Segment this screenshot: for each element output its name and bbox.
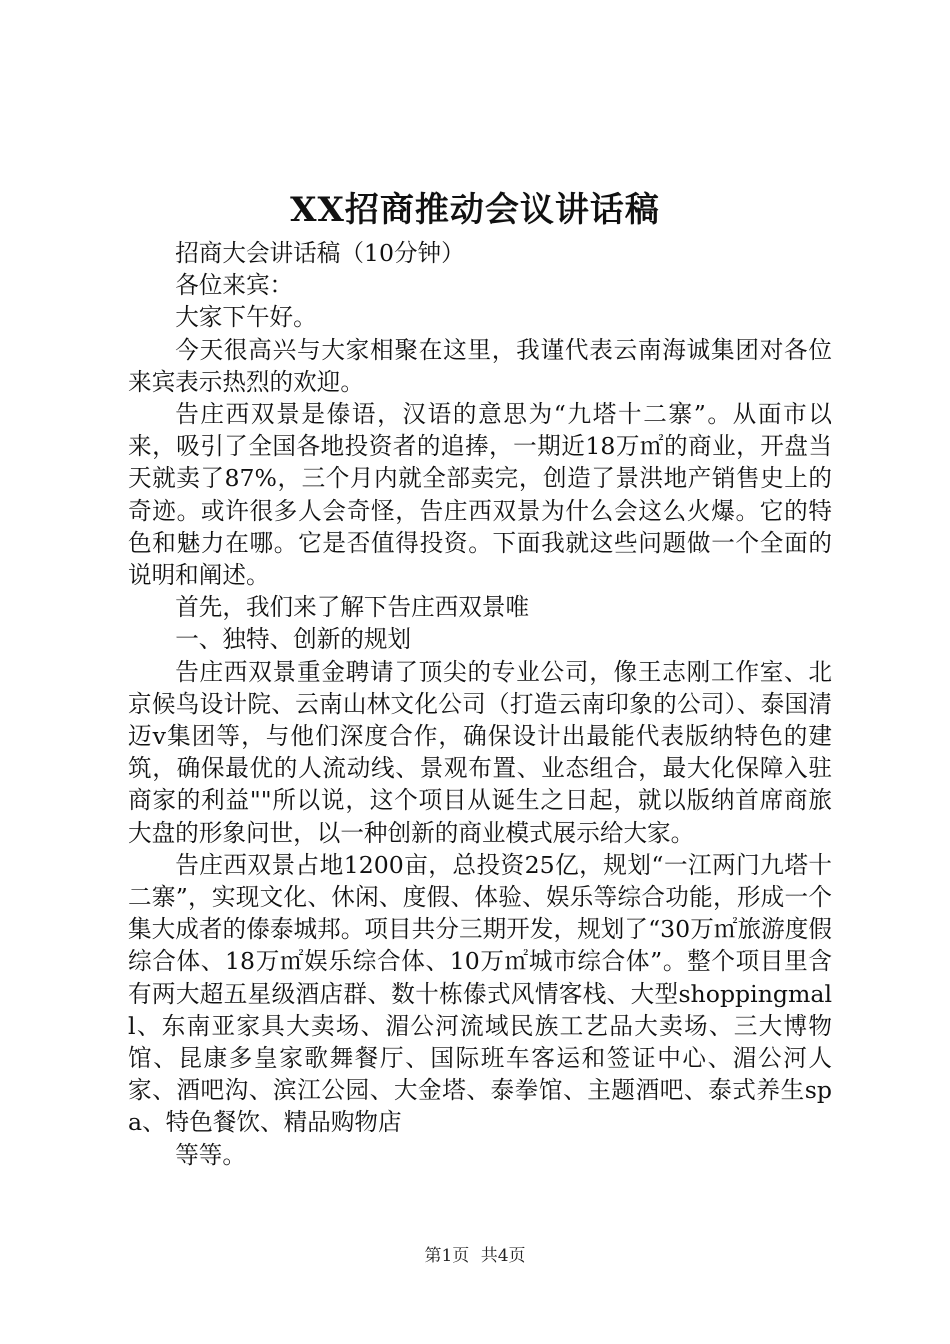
document-title: XX招商推动会议讲话稿 bbox=[290, 190, 660, 230]
paragraph-project-scale: 告庄西双景占地1200亩，总投资25亿，规划“一江两门九塔十二寨”，实现文化、休闲、度假、体验、娱乐等综合功能，形成一个集大成者的傣泰城邦。项目共分三期开发，规划了“30万㎡旅游度假综合体、18万㎡娱乐综合体、10万㎡城市综合体”。整个项目里含有两大超五星级酒店群、数十栋傣式风情客栈、大型shoppingmall、东南亚家具大卖场、湄公河流域民族工艺品大卖场、三大博物馆、昆康多皇家歌舞餐厅、国际班车客运和签证中心、湄公河人家、酒吧沟、滨江公园、大金塔、泰拳馆、主题酒吧、泰式养生spa、特色餐饮、精品购物店 bbox=[128, 850, 832, 1137]
page-total: 共4页 bbox=[480, 1246, 526, 1266]
page-number: 第1页 bbox=[424, 1246, 470, 1266]
page-footer bbox=[0, 1244, 950, 1268]
document-body bbox=[128, 237, 832, 1171]
paragraph-intro: 告庄西双景是傣语，汉语的意思为“九塔十二寨”。从面市以来，吸引了全国各地投资者的追捧，一期近18万㎡的商业，开盘当天就卖了87%，三个月内就全部卖完，创造了景洪地产销售史上的奇迹。或许很多人会奇怪，告庄西双景为什么会这么火爆。它的特色和魅力在哪。它是否值得投资。下面我就这些问题做一个全面的说明和阐述。 bbox=[128, 400, 832, 590]
paragraph-etc: 等等。 bbox=[175, 1140, 246, 1169]
paragraph-greeting: 大家下午好。 bbox=[175, 303, 317, 332]
paragraph-welcome: 今天很高兴与大家相聚在这里，我谨代表云南海诚集团对各位来宾表示热烈的欢迎。 bbox=[128, 335, 832, 396]
section-heading-planning: 一、独特、创新的规划 bbox=[175, 625, 412, 654]
paragraph-subtitle: 招商大会讲话稿（10分钟） bbox=[175, 239, 465, 267]
paragraph-first: 首先，我们来了解下告庄西双景唯 bbox=[175, 593, 530, 622]
paragraph-salutation: 各位来宾： bbox=[175, 271, 294, 300]
paragraph-planning: 告庄西双景重金聘请了顶尖的专业公司，像王志刚工作室、北京候鸟设计院、云南山林文化公司（打造云南印象的公司）、泰国清迈v集团等，与他们深度合作，确保设计出最能代表版纳特色的建筑，确保最优的人流动线、景观布置、业态组合，最大化保障入驻商家的利益""所以说，这个项目从诞生之日起，就以版纳首席商旅大盘的形象问世，以一种创新的商业模式展示给大家。 bbox=[128, 657, 832, 847]
